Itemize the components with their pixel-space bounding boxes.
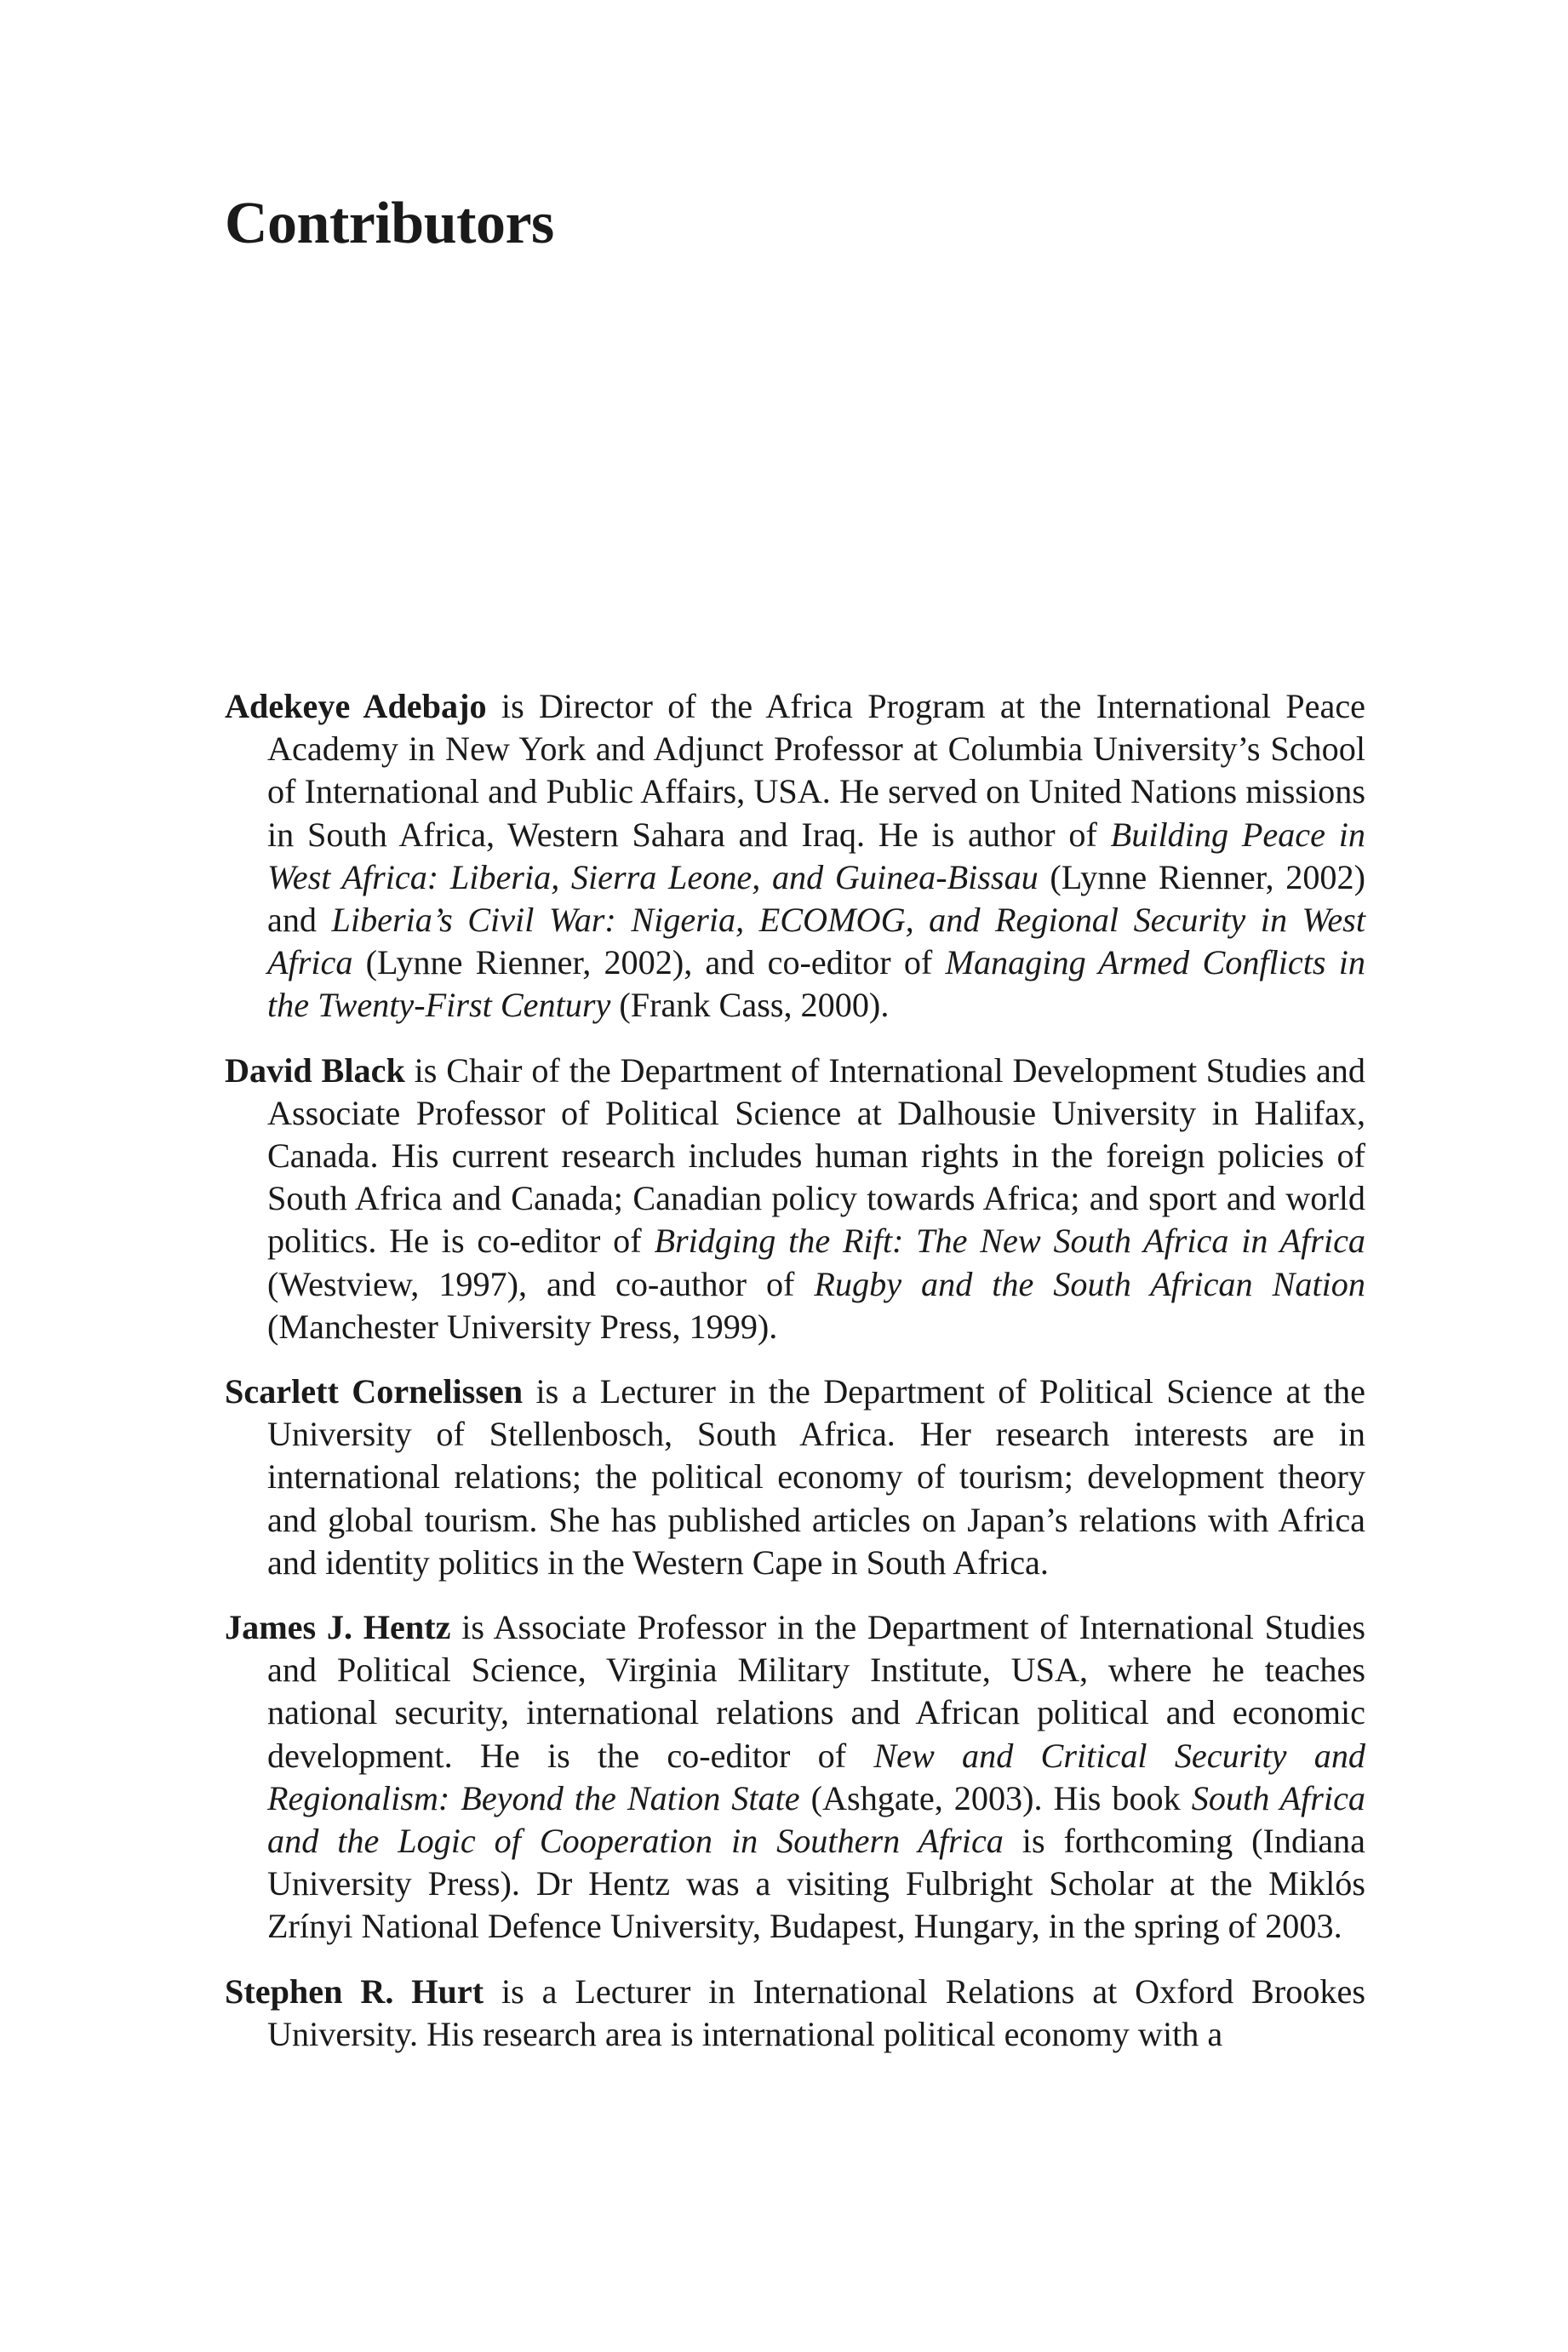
bio-text: is Director of the Africa Program at the International Peace Academy in New York and Adjunct Professor at Columbia University’s School of International and Public Affairs, USA. He served on United Nations missions in South Africa, Western Sahara and Iraq. He is author of bbox=[267, 687, 1366, 854]
book-title: Managing Armed Conflicts in the Twenty-First Century bbox=[267, 943, 1365, 1025]
book-title: New and Critical Security and Regionalism: Beyond the Nation State bbox=[267, 1736, 1366, 1817]
book-title: Liberia’s Civil War: Nigeria, ECOMOG, and Regional Security in West Africa bbox=[267, 901, 1365, 982]
page-title: Contributors bbox=[225, 191, 554, 256]
book-title: Bridging the Rift: The New South Africa in Africa bbox=[654, 1222, 1366, 1261]
contributor-entry bbox=[225, 1606, 1365, 1949]
contributor-entry bbox=[225, 685, 1365, 1027]
bio-text: is a Lecturer in International Relations at Oxford Brookes University. His research area is international political economy with a bbox=[267, 1971, 1365, 2053]
bio-text: (Manchester University Press, 1999). bbox=[267, 1307, 778, 1346]
contributor-name: David Black bbox=[225, 1050, 405, 1090]
bio-text: is forthcoming (Indiana University Press). Dr Hentz was a visiting Fulbright Scholar at the Miklós Zrínyi National Defence University, Budapest, Hungary, in the spring of 2003. bbox=[267, 1822, 1365, 1946]
bio-text: (Frank Cass, 2000). bbox=[610, 986, 890, 1025]
book-title: South Africa and the Logic of Cooperation in Southern Africa bbox=[267, 1778, 1366, 1861]
bio-text: (Lynne Rienner, 2002), and co-editor of bbox=[352, 943, 946, 982]
contributor-name: Scarlett Cornelissen bbox=[225, 1372, 524, 1411]
bio-text: is Associate Professor in the Department of International Studies and Political Science, Virginia Military Institute, USA, where he teaches national security, international relations and African political and economic development. He is the co-editor of bbox=[267, 1608, 1365, 1775]
contributor-name: Adekeye Adebajo bbox=[225, 687, 487, 725]
contributor-list bbox=[225, 685, 1365, 2078]
bio-text: (Ashgate, 2003). His book bbox=[799, 1778, 1192, 1817]
bio-text: (Lynne Rienner, 2002) and bbox=[267, 857, 1365, 940]
contributor-name: Stephen R. Hurt bbox=[225, 1971, 484, 2011]
contributor-name: James J. Hentz bbox=[225, 1608, 451, 1647]
bio-text: (Westview, 1997), and co-author of bbox=[267, 1264, 815, 1303]
bio-text: is a Lecturer in the Department of Political Science at the University of Stellenbosch, South Africa. Her research interests are in international relations; the political economy of tourism; development theory and global tourism. She has published articles on Japan’s relations with Africa and identity politics in the Western Cape in South Africa. bbox=[267, 1372, 1365, 1582]
contributor-entry bbox=[225, 1971, 1365, 2056]
book-title: Building Peace in West Africa: Liberia, Sierra Leone, and Guinea-Bissau bbox=[267, 815, 1365, 896]
book-title: Rugby and the South African Nation bbox=[814, 1264, 1365, 1303]
contributor-entry bbox=[225, 1371, 1365, 1584]
contributor-entry bbox=[225, 1050, 1365, 1348]
bio-text: is Chair of the Department of International Development Studies and Associate Professor of Political Science at Dalhousie University in Halifax, Canada. His current research includes human rights in the foreign policies of South Africa and Canada; Canadian policy towards Africa; and sport and world politics. He is co-editor of bbox=[267, 1050, 1365, 1261]
